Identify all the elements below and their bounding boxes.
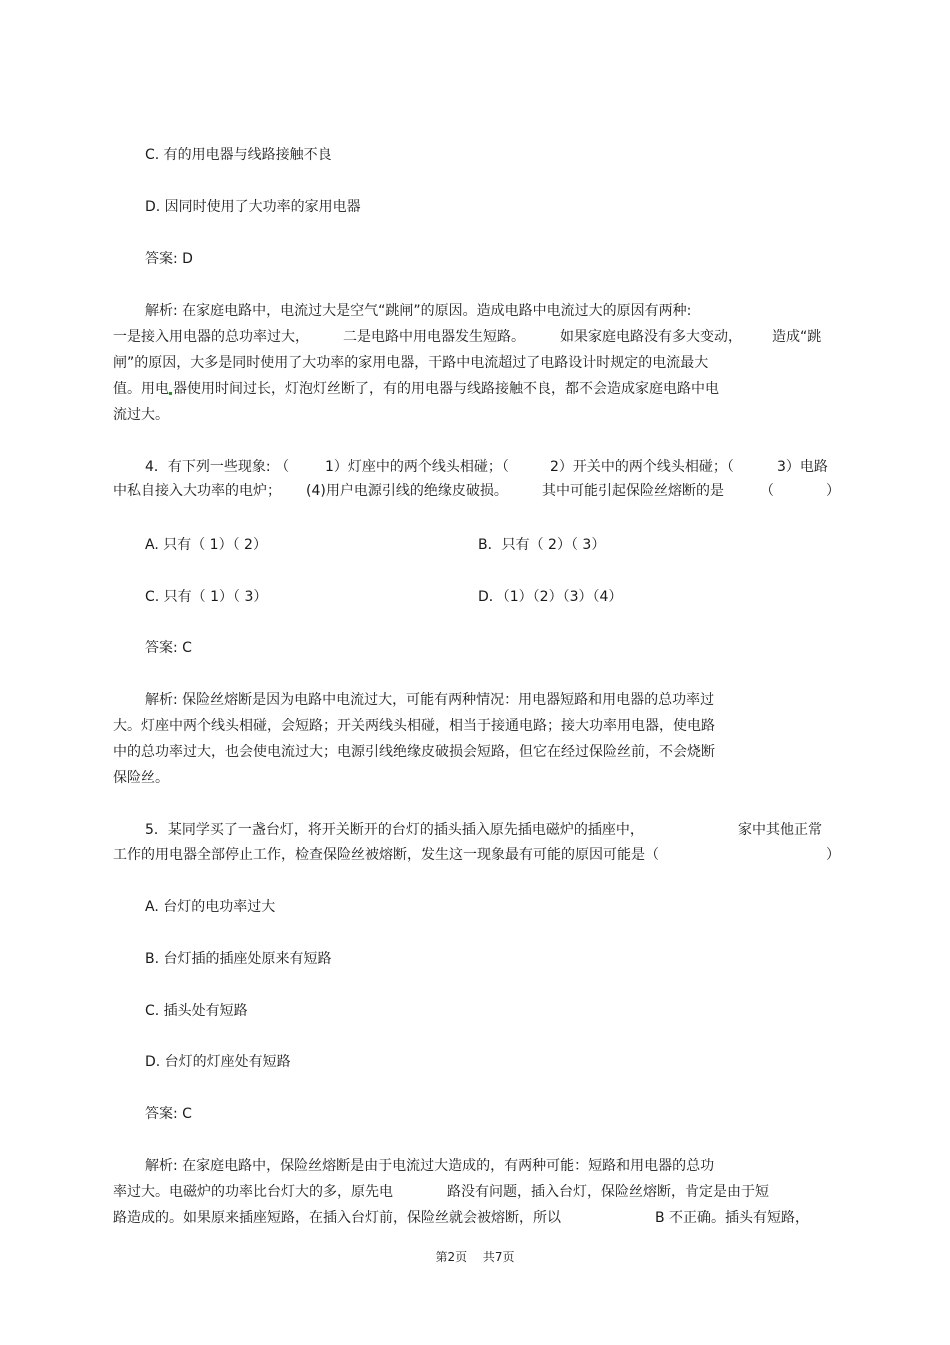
q4-option-a: A. 只有（ 1）（ 2）	[145, 537, 267, 553]
q4-option-d: D．（1）（2）（3）（4）	[478, 589, 623, 605]
q3-option-d: D. 因同时使用了大功率的家用电器	[145, 199, 361, 215]
q4-stem-line1b: 1）灯座中的两个线头相碰；（	[325, 459, 509, 475]
q5-analysis-line3b: B 不正确。插头有短路，	[655, 1210, 810, 1226]
q5-stem-line2a: 工作的用电器全部停止工作，检查保险丝被熔断，发生这一现象最有可能的原因可能是（	[113, 847, 659, 863]
q5-stem-line1b: 家中其他正常	[738, 822, 822, 838]
ink-dot-icon	[169, 392, 172, 395]
q4-stem-line2d: （	[760, 483, 774, 499]
q4-answer: 答案: C	[145, 640, 192, 656]
q4-analysis-line4: 保险丝。	[113, 770, 169, 786]
q3-analysis-line4a: 值。用电	[113, 381, 169, 397]
q3-analysis-line1: 解析: 在家庭电路中，电流过大是空气“跳闸”的原因。造成电路中电流过大的原因有两种:	[145, 303, 692, 319]
q5-analysis-line2a: 率过大。电磁炉的功率比台灯大的多，原先电	[113, 1184, 393, 1200]
page-number: 第2页	[435, 1250, 468, 1264]
q4-stem-line1a: 4．有下列一些现象: （	[145, 459, 290, 475]
q4-analysis-line1: 解析: 保险丝熔断是因为电路中电流过大，可能有两种情况：用电器短路和用电器的总功率过	[145, 692, 715, 708]
q5-stem-line1a: 5．某同学买了一盏台灯，将开关断开的台灯的插头插入原先插电磁炉的插座中，	[145, 822, 644, 838]
q5-option-b: B. 台灯插的插座处原来有短路	[145, 951, 332, 967]
q5-option-d: D. 台灯的灯座处有短路	[145, 1054, 291, 1070]
q3-analysis-line2c: 如果家庭电路没有多大变动，	[560, 329, 742, 345]
q3-analysis-line2b: 二是电路中用电器发生短路。	[343, 329, 525, 345]
q4-stem-line2e: ）	[826, 483, 840, 499]
q3-analysis-line4	[113, 379, 719, 399]
q4-option-c: C. 只有（ 1）（ 3）	[145, 589, 268, 605]
page-total: 共7页	[482, 1250, 515, 1264]
q5-option-c: C. 插头处有短路	[145, 1003, 248, 1019]
q4-analysis-line3: 中的总功率过大，也会使电流过大；电源引线绝缘皮破损会短路，但它在经过保险丝前，不会烧断	[113, 744, 715, 760]
q4-stem-line2a: 中私自接入大功率的电炉；	[113, 483, 281, 499]
page-footer	[0, 1248, 950, 1265]
q3-analysis-line4b: 器使用时间过长，灯泡灯丝断了，有的用电器与线路接触不良，都不会造成家庭电路中电	[173, 381, 719, 397]
q5-stem-line2b: ）	[826, 847, 840, 863]
q3-analysis-line5: 流过大。	[113, 407, 169, 423]
q5-analysis-line2b: 路没有问题，插入台灯，保险丝熔断，肯定是由于短	[447, 1184, 769, 1200]
q5-analysis-line1: 解析: 在家庭电路中，保险丝熔断是由于电流过大造成的，有两种可能：短路和用电器的总功	[145, 1158, 715, 1174]
q4-stem-line2c: 其中可能引起保险丝熔断的是	[542, 483, 724, 499]
q5-answer: 答案: C	[145, 1106, 192, 1122]
q4-analysis-line2: 大。灯座中两个线头相碰，会短路；开关两线头相碰，相当于接通电路；接大功率用电器，使电路	[113, 718, 715, 734]
q3-analysis-line2a: 一是接入用电器的总功率过大，	[113, 329, 309, 345]
q3-answer: 答案: D	[145, 251, 193, 267]
q3-option-c: C. 有的用电器与线路接触不良	[145, 147, 332, 163]
q3-analysis-line3: 闸”的原因，大多是同时使用了大功率的家用电器，干路中电流超过了电路设计时规定的电流最大	[113, 355, 709, 371]
q4-stem-line1d: 3）电路	[777, 459, 828, 475]
q4-stem-line1c: 2）开关中的两个线头相碰；（	[550, 459, 734, 475]
q5-analysis-line3a: 路造成的。如果原来插座短路，在插入台灯前，保险丝就会被熔断，所以	[113, 1210, 561, 1226]
q4-stem-line2b: (4)用户电源引线的绝缘皮破损。	[306, 483, 508, 499]
q3-analysis-line2d: 造成“跳	[772, 329, 822, 345]
q4-option-b: B．只有（ 2）（ 3）	[478, 537, 606, 553]
q5-option-a: A. 台灯的电功率过大	[145, 899, 276, 915]
